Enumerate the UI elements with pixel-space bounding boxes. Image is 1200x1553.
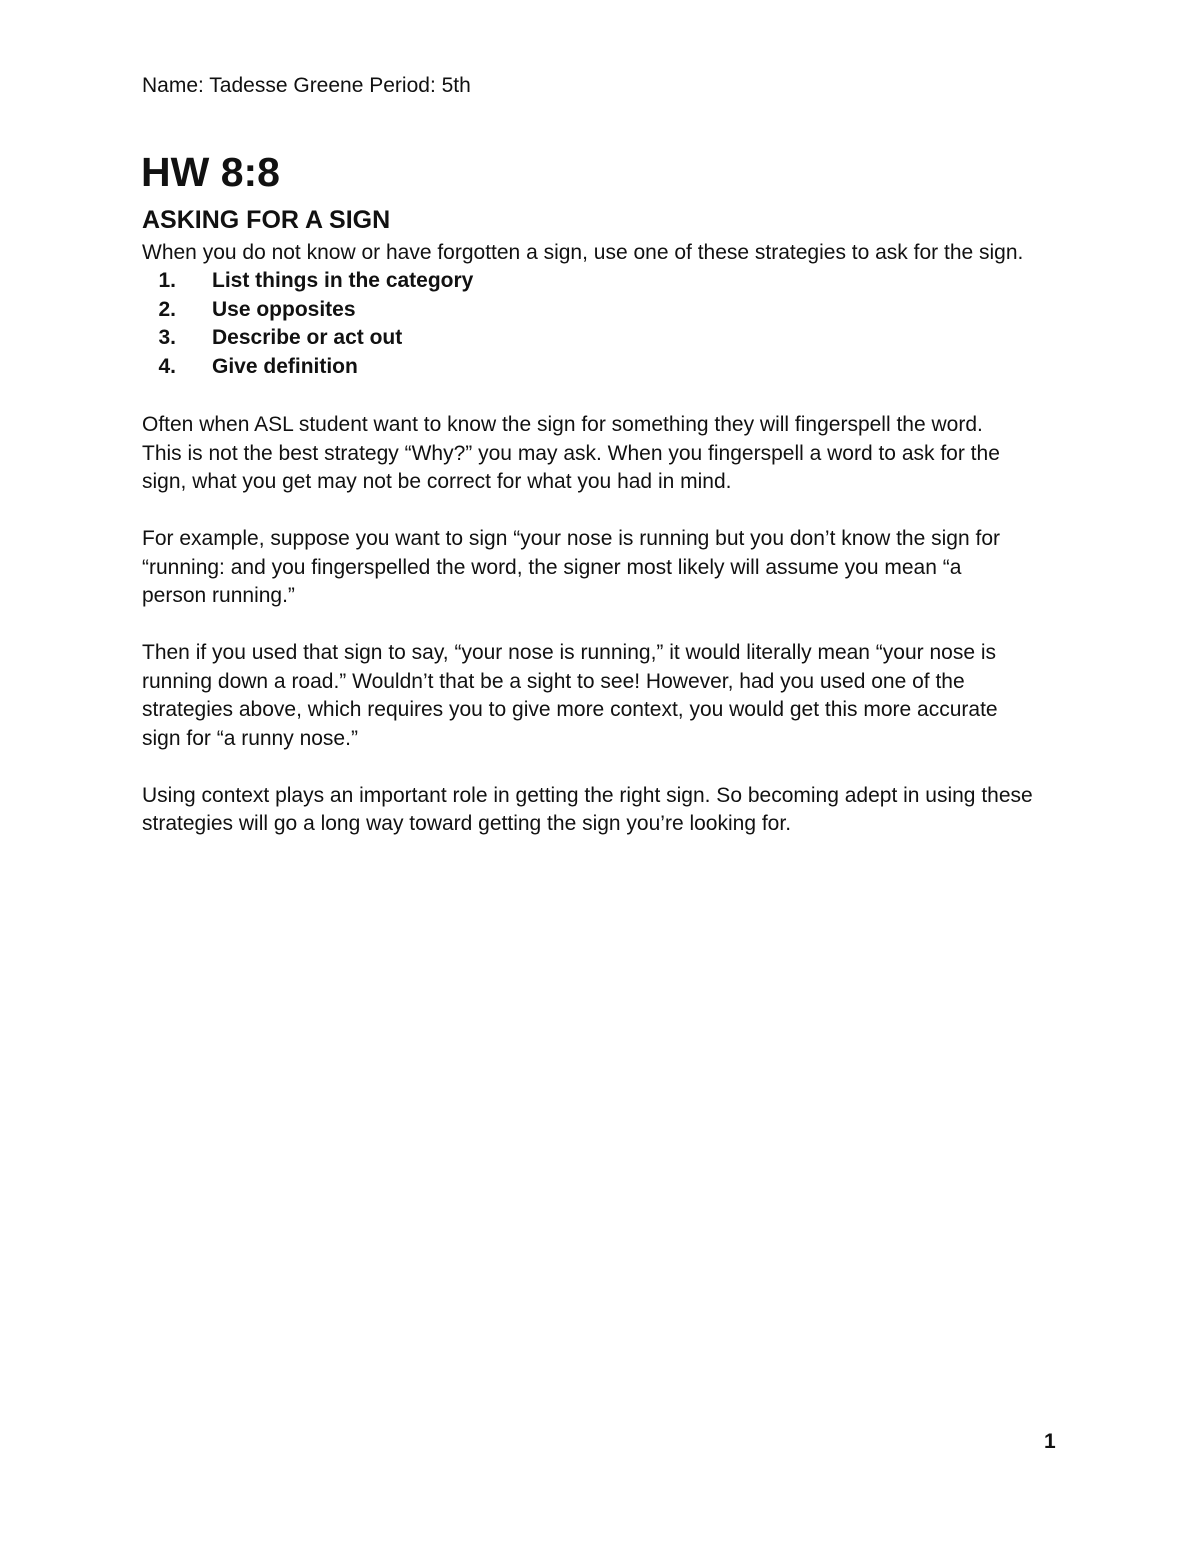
paragraph-line: person running.” — [142, 584, 295, 607]
paragraph-fingerspelling — [142, 411, 1082, 497]
strategy-text: Give definition — [212, 354, 358, 378]
strategy-list — [142, 267, 473, 381]
paragraph-line: running down a road.” Wouldn’t that be a sight to see! However, had you used one of the — [142, 669, 965, 693]
strategy-item — [142, 267, 473, 296]
paragraph-context — [142, 782, 1082, 839]
paragraph-line: strategies above, which requires you to give more context, you would get this more accurate — [142, 698, 998, 721]
student-name-period: Name: Tadesse Greene Period: 5th — [142, 74, 471, 97]
strategy-item — [142, 353, 473, 382]
strategy-text: List things in the category — [212, 269, 474, 292]
paragraph-literal-meaning — [142, 639, 1082, 753]
paragraph-example — [142, 525, 1082, 611]
section-heading: ASKING FOR A SIGN — [142, 206, 391, 234]
paragraph-line: sign for “a runny nose.” — [142, 726, 358, 750]
paragraph-line: This is not the best strategy “Why?” you may ask. When you fingerspell a word to ask for the — [142, 441, 1000, 465]
body-text — [142, 411, 1082, 867]
paragraph-line: Often when ASL student want to know the sign for something they will fingerspell the word. — [142, 413, 983, 436]
strategy-item — [142, 324, 473, 353]
strategy-number: 2. — [158, 297, 176, 321]
strategy-number: 3. — [158, 326, 176, 349]
strategy-text: Use opposites — [212, 297, 356, 321]
strategy-text: Describe or act out — [212, 326, 403, 349]
paragraph-line: strategies will go a long way toward getting the sign you’re looking for. — [142, 812, 792, 835]
page-number: 1 — [1044, 1430, 1056, 1453]
paragraph-line: For example, suppose you want to sign “your nose is running but you don’t know the sign for — [142, 527, 1000, 550]
strategy-number: 1. — [158, 269, 176, 292]
paragraph-line: Then if you used that sign to say, “your nose is running,” it would literally mean “your nose is — [142, 641, 997, 664]
paragraph-line: Using context plays an important role in getting the right sign. So becoming adept in using these — [142, 783, 1033, 807]
document-title: HW 8:8 — [141, 149, 280, 195]
strategy-item — [142, 296, 473, 325]
strategy-number: 4. — [158, 354, 176, 378]
paragraph-line: “running: and you fingerspelled the word, the signer most likely will assume you mean “a — [142, 555, 962, 579]
section-intro: When you do not know or have forgotten a sign, use one of these strategies to ask for the sign. — [142, 241, 1024, 264]
paragraph-line: sign, what you get may not be correct for what you had in mind. — [142, 470, 732, 493]
